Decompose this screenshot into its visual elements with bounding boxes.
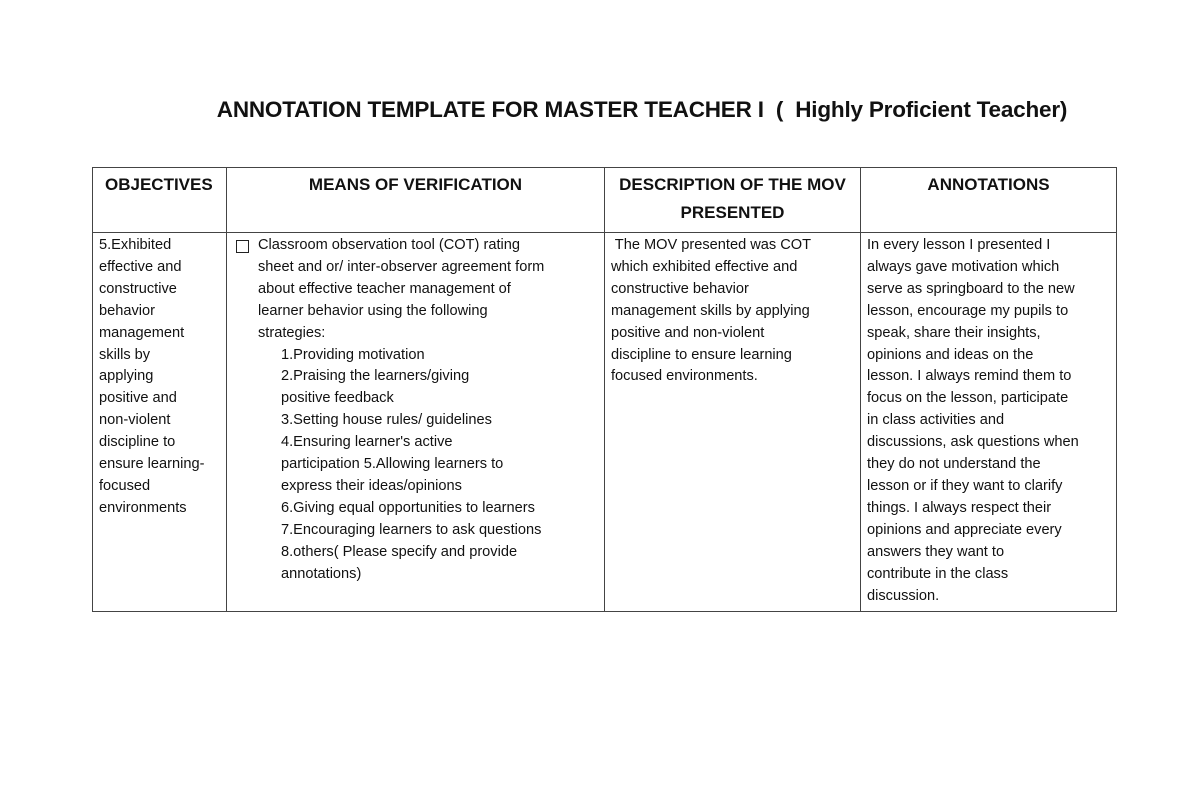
mov-strategy: 8.others( Please specify and provide [281,543,518,560]
mov-strategy: 1.Providing motivation [281,346,425,363]
objective-line: management [99,324,185,341]
objective-line: effective and [99,258,182,275]
table-header-row [93,168,1117,233]
mov-strategy: 2.Praising the learners/giving [281,368,470,385]
description-cell [605,233,861,612]
mov-line: strategies: [258,324,326,341]
annotation-line: focus on the lesson, participate [867,390,1069,407]
objective-line: environments [99,499,187,516]
description-line: positive and non-violent [611,324,765,341]
annotation-line: speak, share their insights, [867,324,1041,341]
annotation-line: things. I always respect their [867,499,1052,516]
objective-line: discipline to [99,434,176,451]
annotation-line: opinions and appreciate every [867,521,1062,538]
annotation-line: answers they want to [867,543,1005,560]
annotation-table [92,167,1117,612]
mov-cell [227,233,605,612]
mov-strategy: annotations) [281,565,362,582]
header-annotations: ANNOTATIONS [861,168,1117,233]
annotation-line: lesson or if they want to clarify [867,477,1063,494]
description-line: constructive behavior [611,280,749,297]
objective-line: constructive [99,280,177,297]
mov-strategy: participation 5.Allowing learners to [281,456,504,473]
objective-line: non-violent [99,412,171,429]
mov-line: learner behavior using the following [258,302,488,319]
header-objectives: OBJECTIVES [93,168,227,233]
annotation-line: always gave motivation which [867,258,1060,275]
table-row [93,233,1117,612]
mov-line: about effective teacher management of [258,280,511,297]
annotation-line: opinions and ideas on the [867,346,1034,363]
annotation-cell [861,233,1117,612]
mov-text [258,235,604,586]
objective-line: applying [99,368,154,385]
checkbox-icon[interactable] [236,240,249,253]
objective-line: ensure learning- [99,456,205,473]
description-line: which exhibited effective and [611,258,798,275]
mov-line: Classroom observation tool (COT) rating [258,237,520,253]
annotation-line: they do not understand the [867,456,1041,473]
mov-strategy: positive feedback [281,390,394,407]
description-line: focused environments. [611,368,758,385]
mov-strategy: 3.Setting house rules/ guidelines [281,412,492,429]
mov-item [227,235,604,586]
mov-strategy: express their ideas/opinions [281,477,462,494]
mov-line: sheet and or/ inter-observer agreement form [258,258,545,275]
annotation-line: lesson. I always remind them to [867,368,1072,385]
objective-line: positive and [99,390,177,407]
mov-strategy: 4.Ensuring learner's active [281,434,453,451]
mov-strategy: 6.Giving equal opportunities to learners [281,499,535,516]
document-title: ANNOTATION TEMPLATE FOR MASTER TEACHER I ( Highly Proficient Teacher) [216,97,1068,122]
mov-strategy: 7.Encouraging learners to ask questions [281,521,542,538]
annotation-line: in class activities and [867,412,1005,429]
description-line: The MOV presented was COT [611,237,812,253]
annotation-line: In every lesson I presented I [867,237,1051,253]
annotation-line: discussions, ask questions when [867,434,1079,451]
annotation-line: serve as springboard to the new [867,280,1075,297]
objective-line: behavior [99,302,155,319]
objective-line: focused [99,477,151,494]
header-description-of-mov: DESCRIPTION OF THE MOV PRESENTED [605,168,861,233]
description-line: management skills by applying [611,302,810,319]
annotation-line: lesson, encourage my pupils to [867,302,1069,319]
annotation-line: discussion. [867,587,940,604]
objective-line: skills by [99,346,151,363]
header-means-of-verification: MEANS OF VERIFICATION [227,168,605,233]
annotation-line: contribute in the class [867,565,1009,582]
description-line: discipline to ensure learning [611,346,792,363]
objective-line: 5.Exhibited [99,237,172,253]
objective-cell [93,233,227,612]
